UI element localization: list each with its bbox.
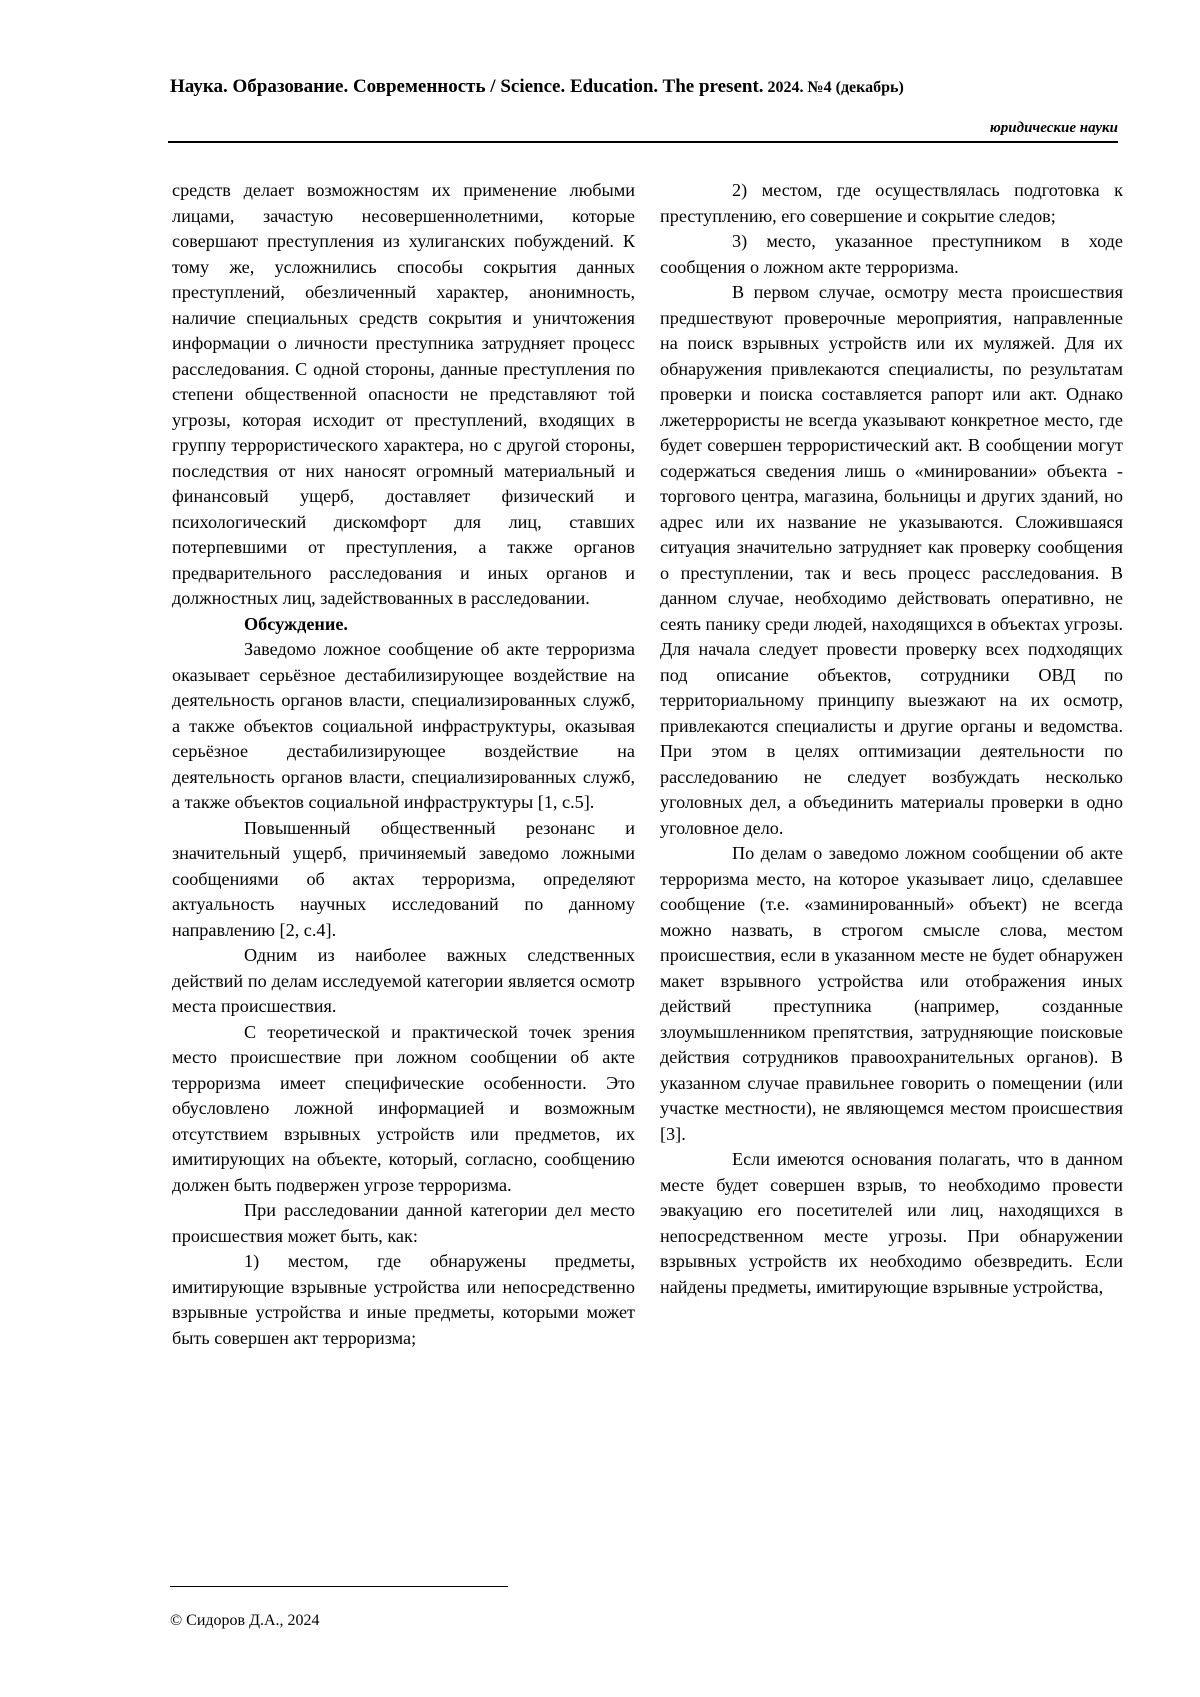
paragraph: По делам о заведомо ложном сообщении об акте терроризма место, на которое указывает лицо, сделавшее сообщение (т.е. «заминированный» объект) не всегда можно назвать, в строгом смысле слова, местом происшествия, если в указанном месте не будет обнаружен макет взрывного устройства или отображения иных действий преступника (например, созданные злоумышленником препятствия, затрудняющие поисковые действия сотрудников правоохранительных органов). В указанном случае правильнее говорить о помещении (или участке местности), не являющемся местом происшествия [3].	[660, 843, 1123, 1144]
list-item: 2) местом, где осуществлялась подготовка к преступлению, его совершение и сокрытие следов;	[660, 180, 1123, 226]
paragraph: Одним из наиболее важных следственных действий по делам исследуемой категории является осмотр места происшествия.	[172, 945, 635, 1016]
paragraph: Если имеются основания полагать, что в данном месте будет совершен взрыв, то необходимо провести эвакуацию его посетителей или лиц, находящихся в непосредственном месте угрозы. При обнаружении взрывных устройств их необходимо обезвредить. Если найдены предметы, имитирующие взрывные устройства,	[660, 1149, 1123, 1297]
issue-info: 2024. №4 (декабрь)	[763, 79, 904, 96]
journal-title: Наука. Образование. Современность / Science. Education. The present.	[170, 76, 764, 97]
section-heading: Обсуждение.	[244, 613, 348, 634]
paragraph: При расследовании данной категории дел место происшествия может быть, как:	[172, 1200, 635, 1246]
left-column	[172, 178, 635, 1351]
paragraph: В первом случае, осмотру места происшествия предшествуют проверочные мероприятия, направленные на поиск взрывных устройств или их муляжей. Для их обнаружения привлекаются специалисты, по результатам проверки и поиска составляется рапорт или акт. Однако лжетеррористы не всегда указывают конкретное место, где будет совершен террористический акт. В сообщении могут содержаться сведения лишь о «минировании» объекта - торгового центра, магазина, больницы и других зданий, но адрес или их название не указываются. Сложившаяся ситуация значительно затрудняет как проверку сообщения о преступлении, так и весь процесс расследования. В данном случае, необходимо действовать оперативно, не сеять панику среди людей, находящихся в объектах угрозы. Для начала следует провести проверку всех подходящих под описание объектов, сотрудники ОВД по территориальному принципу выезжают на их осмотр, привлекаются специалисты и другие органы и ведомства. При этом в целях оптимизации деятельности по расследованию не следует возбуждать несколько уголовных дел, а объединить материалы проверки в одно уголовное дело.	[660, 282, 1123, 838]
section-label: юридические науки	[989, 120, 1118, 136]
paragraph: С теоретической и практической точек зрения место происшествие при ложном сообщении об акте терроризма имеет специфические особенности. Это обусловлено ложной информацией и возможным отсутствием взрывных устройств или предметов, их имитирующих на объекте, который, согласно, сообщению должен быть подвержен угрозе терроризма.	[172, 1021, 635, 1195]
paragraph: средств делает возможностям их применение любыми лицами, зачастую несовершеннолетними, которые совершают преступления из хулиганских побуждений. К тому же, усложнились способы сокрытия данных преступлений, обезличенный характер, анонимность, наличие специальных средств сокрытия и уничтожения информации о личности преступника затрудняет процесс расследования. С одной стороны, данные преступления по степени общественной опасности не представляют той угрозы, которая исходит от преступлений, входящих в группу террористического характера, но с другой стороны, последствия от них наносят огромный материальный и финансовый ущерб, доставляет физический и психологический дискомфорт для лиц, ставших потерпевшими от преступления, а также органов предварительного расследования и иных органов и должностных лиц, задействованных в расследовании.	[172, 180, 635, 608]
header-rule	[168, 141, 1118, 143]
journal-header	[170, 76, 1130, 98]
paragraph: Повышенный общественный резонанс и значительный ущерб, причиняемый заведомо ложными сообщениями об актах терроризма, определяют актуальность научных исследований по данному направлению [2, с.4].	[172, 817, 635, 940]
paragraph: Заведомо ложное сообщение об акте терроризма оказывает серьёзное дестабилизирующее воздействие на деятельность органов власти, специализированных служб, а также объектов социальной инфраструктуры, оказывая серьёзное дестабилизирующее воздействие на деятельность органов власти, специализированных служб, а также объектов социальной инфраструктуры [1, с.5].	[172, 639, 635, 812]
copyright-notice: © Сидоров Д.А., 2024	[170, 1612, 320, 1629]
list-item: 1) местом, где обнаружены предметы, имитирующие взрывные устройства или непосредственно взрывные устройства и иные предметы, которыми может быть совершен акт терроризма;	[172, 1251, 635, 1348]
list-item: 3) место, указанное преступником в ходе сообщения о ложном акте терроризма.	[660, 231, 1123, 277]
footnote-rule	[170, 1586, 508, 1587]
right-column	[660, 178, 1123, 1300]
